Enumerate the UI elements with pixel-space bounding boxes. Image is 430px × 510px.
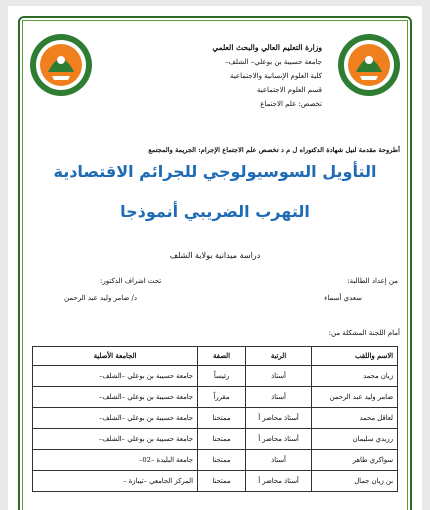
university-seal-right [336,32,402,98]
committee-header-row [33,347,398,366]
table-row [33,429,398,450]
university-seal-left [28,32,94,98]
member-university: المركز الجامعي –تيبازة – [33,471,198,492]
supervisor-label: تحت اشراف الدكتور: [100,277,162,285]
member-name: ضامر وليد عبد الرحمن [312,387,398,408]
header-name: الاسم واللقب [312,347,398,366]
department-name: قسم العلوم الاجتماعية [256,86,322,94]
study-subtitle: دراسة ميدانية بولاية الشلف [169,251,261,260]
member-name: رزيدي سليمان [312,429,398,450]
member-role: مقرراً [198,387,246,408]
member-university: جامعة حسيبة بن بوعلي –الشلف– [33,429,198,450]
table-row [33,408,398,429]
university-name: جامعة حسيبة بن بوعلي– الشلف– [225,58,322,66]
member-university: جامعة البليدة –02– [33,450,198,471]
faculty-name: كلية العلوم الإنسانية والاجتماعية [230,72,322,80]
table-row [33,450,398,471]
member-rank: أستاذ [246,450,312,471]
thesis-title-line-1: التأويل السوسيولوجي للجرائم الاقتصادية [53,162,377,181]
document-page [8,6,422,510]
thesis-title-line-2: التهرب الضريبي أنموذجا [120,202,310,221]
ministry-name: وزارة التعليم العالي والبحث العلمي [212,43,322,52]
header-role: الصفة [198,347,246,366]
member-role: ممتحنا [198,471,246,492]
thesis-statement: أطروحة مقدمة لنيل شهادة الدكتوراه ل م د تخصص علم الاجتماع الإجرام: الجريمة والمجتمع [148,146,400,154]
member-name: زيان محمد [312,366,398,387]
member-role: ممتحنا [198,429,246,450]
member-rank: أستاذ [246,366,312,387]
committee-label: أمام اللجنة المشكلة من: [328,329,400,337]
member-rank: أستاذ محاضر أ [246,471,312,492]
member-role: ممتحنا [198,408,246,429]
member-university: جامعة حسيبة بن بوعلي –الشلف– [33,366,198,387]
supervisor-name: د/ ضامر وليد عبد الرحمن [64,294,137,302]
specialty-name: تخصص: علم الاجتماع [260,100,322,108]
member-name: لعاقل محمد [312,408,398,429]
table-row [33,366,398,387]
member-rank: أستاذ [246,387,312,408]
student-name: سعدي أسماء [324,294,362,302]
student-label: من إعداد الطالبة: [347,277,398,285]
table-row [33,387,398,408]
member-role: ممتحنا [198,450,246,471]
member-university: جامعة حسيبة بن بوعلي –الشلف– [33,408,198,429]
member-role: رئيساً [198,366,246,387]
member-name: بن زيان جمال [312,471,398,492]
header-university: الجامعة الأصلية [33,347,198,366]
member-name: سواكري طاهر [312,450,398,471]
member-rank: أستاذ محاضر أ [246,429,312,450]
header-rank: الرتبة [246,347,312,366]
committee-table [32,346,398,492]
table-row [33,471,398,492]
member-rank: أستاذ محاضر أ [246,408,312,429]
member-university: جامعة حسيبة بن بوعلي –الشلف– [33,387,198,408]
